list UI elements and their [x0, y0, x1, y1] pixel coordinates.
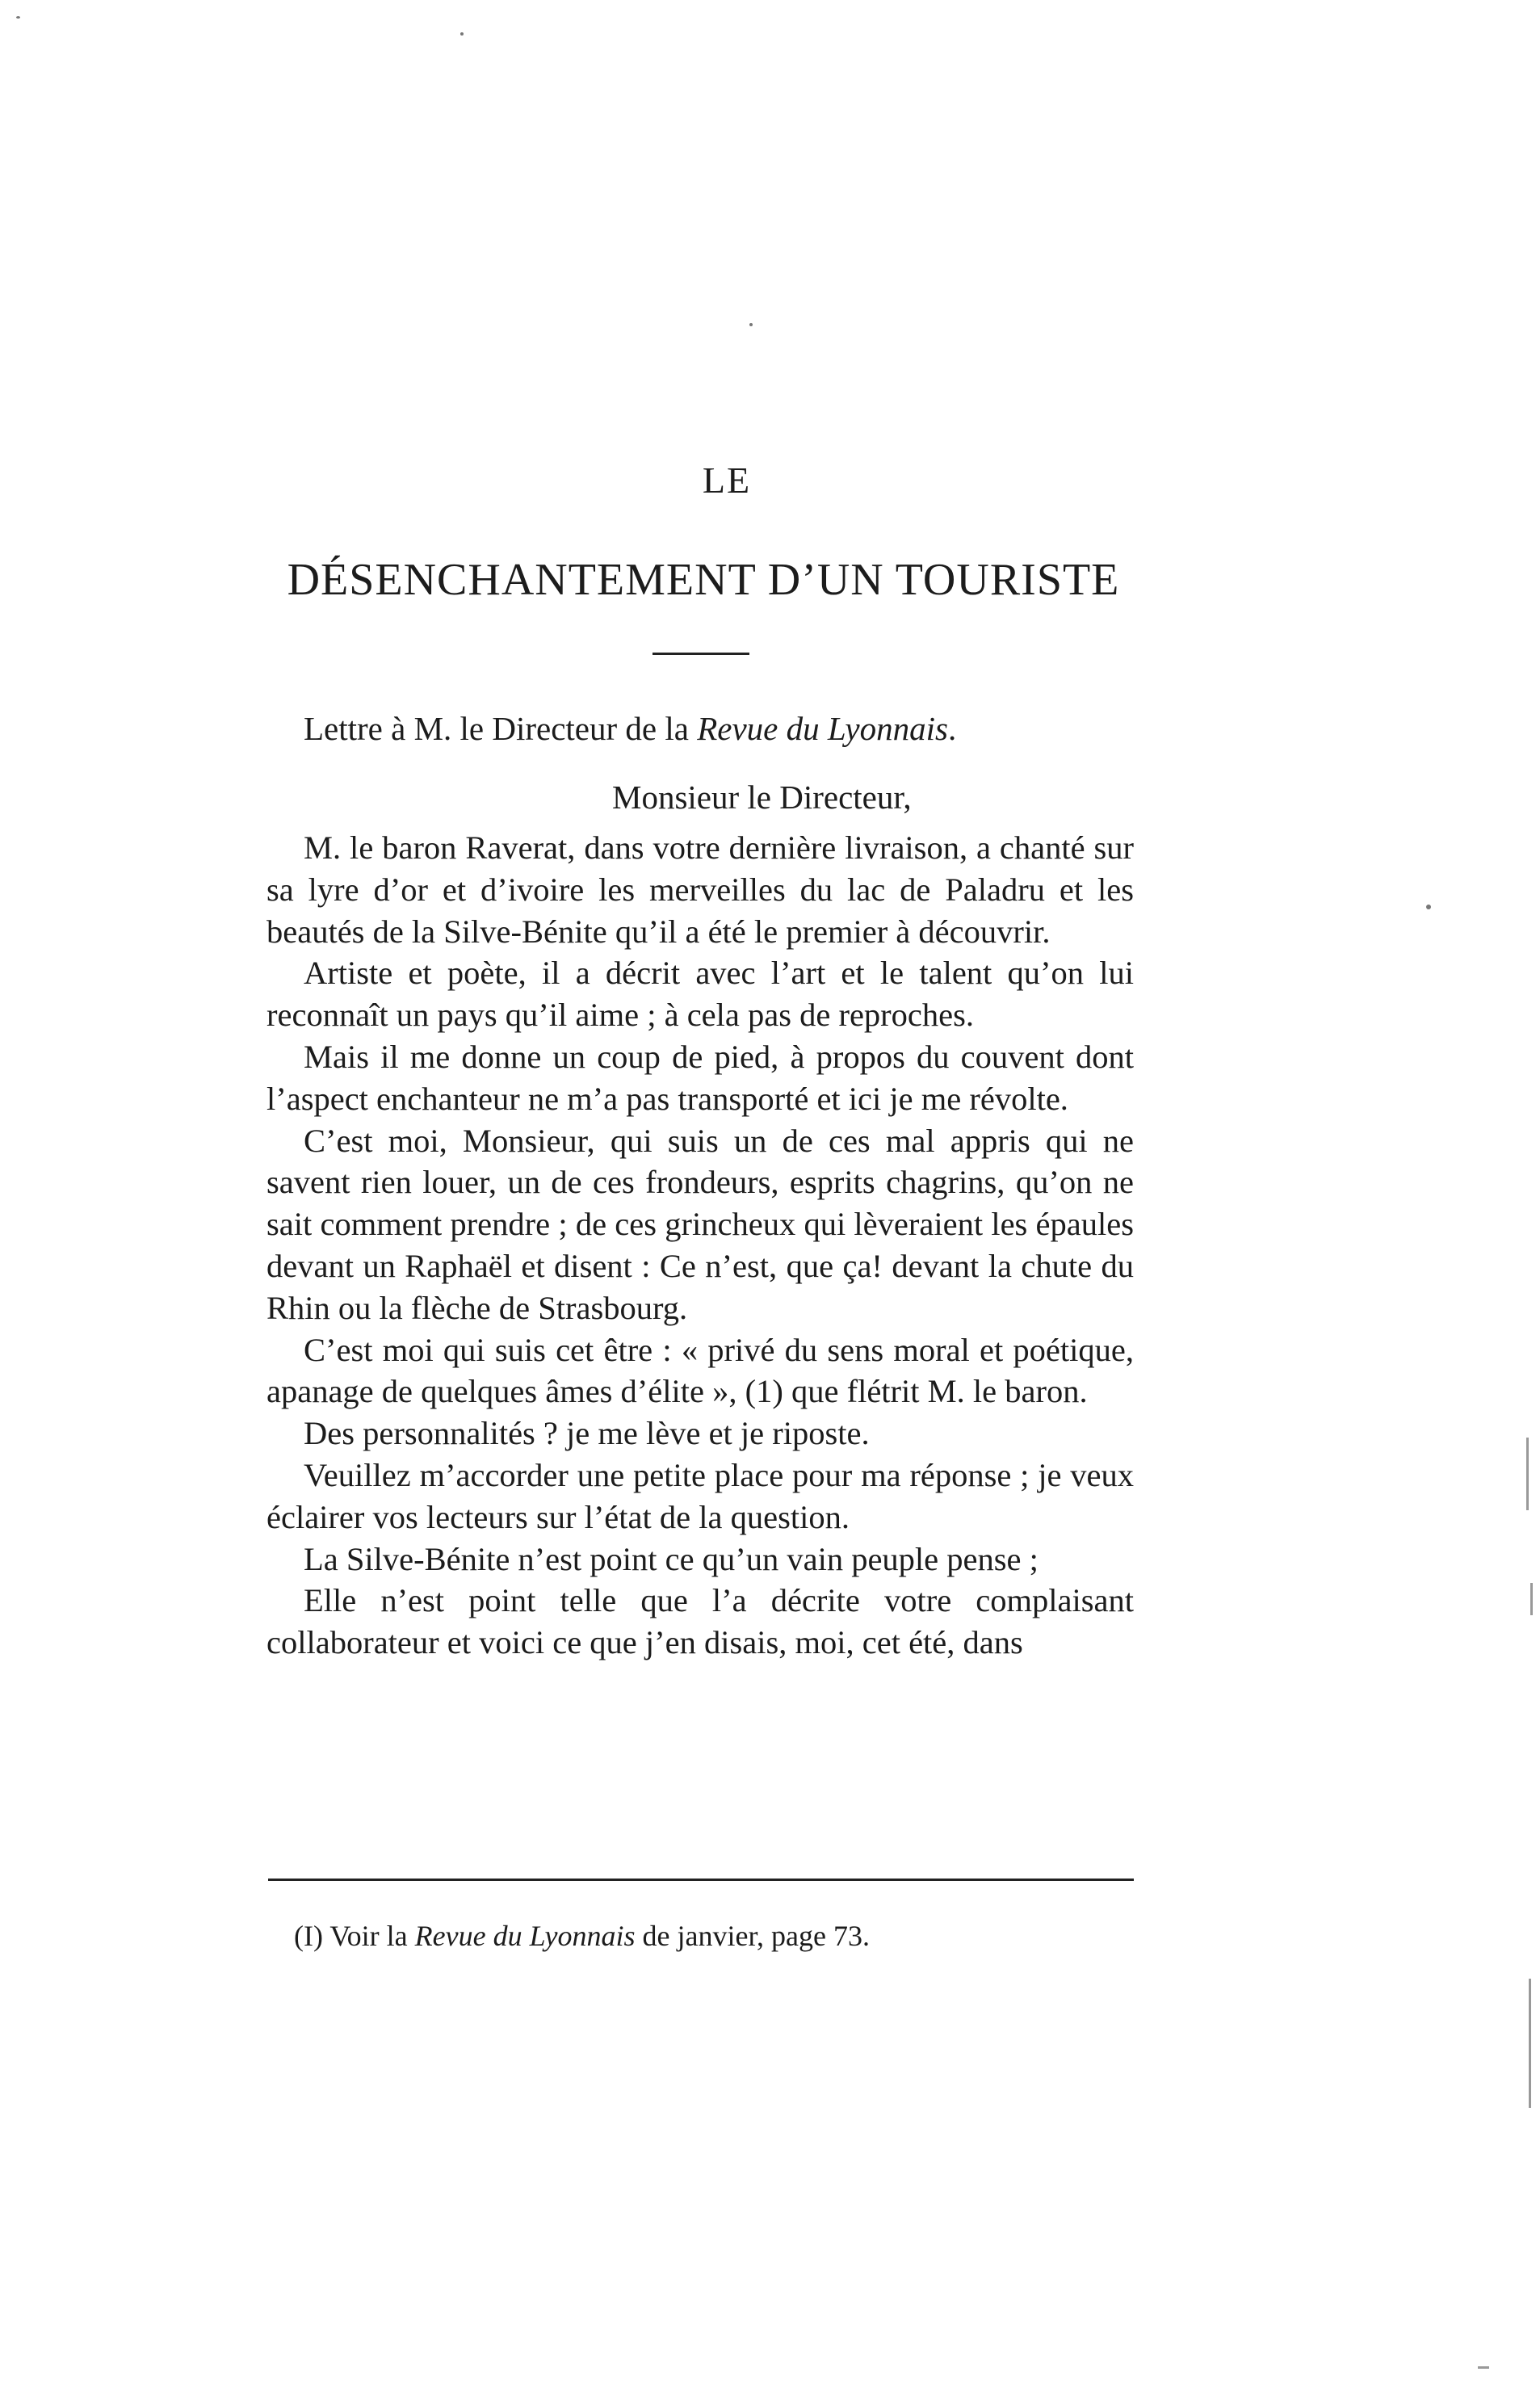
paragraph: M. le baron Raverat, dans votre dernière livraison, a chanté sur sa lyre d’or et d’ivoire les merveilles du lac de Paladru et les beautés de la Silve-Bénite qu’il a été le premier à découvrir.: [266, 829, 1134, 950]
scan-speck: [16, 16, 20, 19]
paragraph: La Silve-Bénite n’est point ce qu’un vain peuple pense ;: [304, 1540, 1039, 1577]
paragraph: Elle n’est point telle que l’a décrite votre complaisant collaborateur et voici ce que j’en disais, moi, cet été, dans: [266, 1582, 1134, 1661]
title-kicker: LE: [702, 460, 752, 501]
dedication-prefix: Lettre à M. le Directeur de la: [304, 710, 698, 747]
paragraph: Mais il me donne un coup de pied, à propos du couvent dont l’aspect enchanteur ne m’a pas transporté et ici je me révolte.: [266, 1038, 1134, 1117]
scan-speck: [460, 32, 464, 36]
footnote-suffix: de janvier, page 73.: [635, 1920, 870, 1952]
scan-edge-mark: [1530, 1583, 1533, 1615]
scan-edge-mark: [1526, 1438, 1529, 1510]
salutation: Monsieur le Directeur,: [612, 779, 912, 816]
page-title: DÉSENCHANTEMENT D’UN TOURISTE: [287, 555, 1120, 605]
footnote-journal-name: Revue du Lyonnais: [414, 1920, 636, 1952]
footnote-divider: [268, 1879, 1134, 1881]
paragraph: Des personnalités ? je me lève et je riposte.: [304, 1415, 870, 1452]
dedication-line: [304, 709, 956, 748]
paragraph: C’est moi, Monsieur, qui suis un de ces mal appris qui ne savent rien louer, un de ces frondeurs, esprits chagrins, qu’on ne sait comment prendre ; de ces grincheux qui lèveraient les épaules devant un Raphaël et disent : Ce n’est, que ça! devant la chute du Rhin ou la flèche de Strasbourg.: [266, 1122, 1134, 1326]
footnote-prefix: (I) Voir la: [294, 1920, 415, 1952]
scan-edge-mark: [1478, 2366, 1489, 2369]
dedication-suffix: .: [947, 710, 957, 747]
scan-edge-mark: [1529, 1979, 1531, 2108]
letter-body: [266, 827, 1134, 1664]
footnote: [294, 1919, 870, 1953]
paragraph: Veuillez m’accorder une petite place pour ma réponse ; je veux éclairer vos lecteurs sur l’état de la question.: [266, 1456, 1134, 1535]
title-divider: [653, 653, 749, 655]
scan-speck: [1426, 905, 1431, 909]
paragraph: Artiste et poète, il a décrit avec l’art et le talent qu’on lui reconnaît un pays qu’il aime ; à cela pas de reproches.: [266, 955, 1134, 1034]
journal-name: Revue du Lyonnais: [697, 710, 948, 747]
scan-speck: [749, 323, 753, 326]
paragraph: C’est moi qui suis cet être : « privé du sens moral et poétique, apanage de quelques âmes d’élite », (1) que flétrit M. le baron.: [266, 1331, 1134, 1410]
